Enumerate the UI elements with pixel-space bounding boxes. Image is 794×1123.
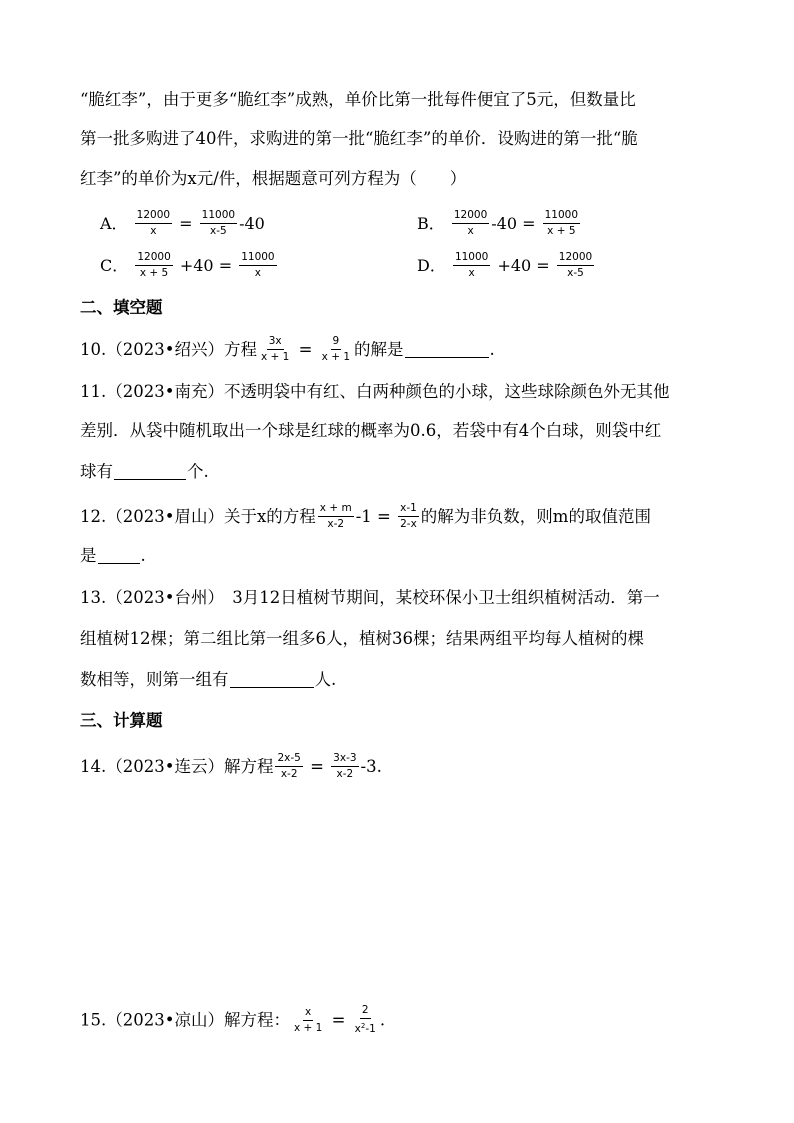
q12-answer-blank[interactable]: [98, 545, 140, 564]
section-heading-fill-blank: 二、填空题: [80, 298, 163, 317]
q9-line-3: 红李”的单价为x元/件，根据题意可列方程为（ ）: [80, 169, 467, 188]
option-b-left-fraction: $\frac{12000}{x}$: [453, 209, 488, 237]
option-a-right-fraction: $\frac{11000}{x-5}$: [201, 209, 236, 237]
option-b-right-fraction: $\frac{11000}{x + 5}$: [544, 209, 579, 237]
option-b-label: B．: [417, 214, 445, 233]
option-c-label: C．: [100, 256, 129, 275]
q10-right-fraction: $\frac{9}{x + 1}$: [321, 335, 351, 363]
q15-left-fraction: $\frac{x}{x + 1}$: [293, 1005, 323, 1034]
q10-left-fraction: $\frac{3x}{x + 1}$: [260, 335, 290, 363]
option-a-tail: -40: [239, 214, 265, 233]
option-b[interactable]: [417, 210, 582, 239]
option-c-right-fraction: $\frac{11000}{x}$: [241, 251, 275, 279]
option-d-left-fraction: $\frac{11000}{x}$: [454, 251, 489, 279]
q15-line: 15.（2023•凉山）解方程： $\frac{x}{x + 1}$ = $\frac{2}{x^2-1}$ .: [80, 1004, 386, 1035]
section-heading-calculation: 三、计算题: [80, 711, 163, 730]
q12-line-1: 12.（2023•眉山）关于x的方程 $\frac{x + m}{x-2}$ -1 = $\frac{x-1}{2-x}$ 的解为非负数，则m的取值范围: [80, 502, 651, 530]
option-c[interactable]: [100, 252, 279, 281]
q13-answer-blank[interactable]: [230, 669, 314, 688]
q12-left-fraction: $\frac{x + m}{x-2}$: [319, 502, 352, 530]
q9-line-2: 第一批多购进了40件，求购进的第一批“脆红李”的单价．设购进的第一批“脆: [80, 129, 638, 148]
q12-right-fraction: $\frac{x-1}{2-x}$: [400, 502, 417, 530]
q13-line-1: 13.（2023•台州） 3月12日植树节期间，某校环保小卫士组织植树活动．第一: [80, 588, 660, 607]
q14-right-fraction: $\frac{3x-3}{x-2}$: [333, 752, 357, 780]
q10-line: 10.（2023•绍兴）方程 $\frac{3x}{x + 1}$ = $\frac{9}{x + 1}$ 的解是 .: [80, 335, 495, 363]
option-b-operator: -40 =: [491, 214, 536, 233]
q11-line-1: 11.（2023•南充）不透明袋中有红、白两种颜色的小球，这些球除颜色外无其他: [80, 382, 670, 401]
option-a-left-fraction: $\frac{12000}{x}$: [136, 209, 171, 237]
option-d-operator: +40 =: [497, 256, 550, 275]
q14-line: 14.（2023•连云）解方程 $\frac{2x-5}{x-2}$ = $\frac{3x-3}{x-2}$ -3.: [80, 752, 382, 780]
q13-line-3: 数相等，则第一组有 人.: [80, 670, 337, 689]
q13-line-2: 组植树12棵；第二组比第一组多6人，植树36棵；结果两组平均每人植树的棵: [80, 629, 644, 648]
option-d[interactable]: [417, 252, 596, 281]
q11-answer-blank[interactable]: [114, 461, 186, 480]
option-c-operator: +40 =: [179, 256, 233, 275]
option-c-left-fraction: $\frac{12000}{x + 5}$: [137, 251, 171, 279]
option-d-right-fraction: $\frac{12000}{x-5}$: [558, 251, 593, 279]
option-a-operator: =: [179, 214, 193, 233]
q11-line-3: 球有 个.: [80, 462, 209, 481]
q10-answer-blank[interactable]: [405, 339, 489, 358]
option-a[interactable]: [100, 210, 265, 239]
option-a-label: A．: [100, 214, 128, 233]
option-d-label: D．: [417, 256, 446, 275]
q9-line-1: “脆红李”，由于更多“脆红李”成熟，单价比第一批每件便宜了5元，但数量比: [80, 90, 636, 109]
q11-line-2: 差别．从袋中随机取出一个球是红球的概率为0.6，若袋中有4个白球，则袋中红: [80, 421, 662, 440]
q15-right-fraction: $\frac{2}{x^2-1}$: [354, 1004, 376, 1035]
q14-left-fraction: $\frac{2x-5}{x-2}$: [277, 752, 301, 780]
q12-line-2: 是 .: [80, 546, 146, 565]
